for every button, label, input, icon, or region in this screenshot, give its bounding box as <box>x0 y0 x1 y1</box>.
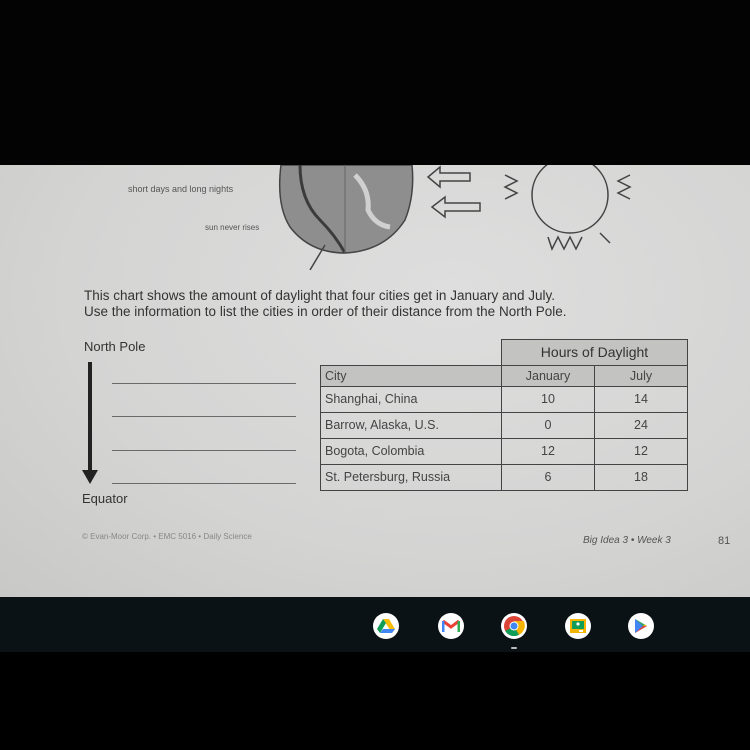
city-cell: Barrow, Alaska, U.S. <box>321 412 502 438</box>
table-row <box>321 386 688 412</box>
answer-line-2[interactable] <box>112 416 296 417</box>
table-row <box>321 412 688 438</box>
col-header-january: January <box>502 365 595 386</box>
col-header-july: July <box>595 365 688 386</box>
city-cell: Bogota, Colombia <box>321 438 502 464</box>
table-row <box>321 464 688 490</box>
north-pole-label: North Pole <box>84 339 146 354</box>
city-cell: Shanghai, China <box>321 386 502 412</box>
col-header-city: City <box>321 365 502 386</box>
table-group-header-row <box>321 340 688 366</box>
play-store-icon[interactable] <box>628 613 654 639</box>
diagram-label-short-days: short days and long nights <box>128 184 234 194</box>
gmail-icon[interactable] <box>438 613 464 639</box>
table-row <box>321 438 688 464</box>
earth-sun-diagram <box>0 165 750 270</box>
google-drive-icon[interactable] <box>373 613 399 639</box>
july-cell: 24 <box>595 412 688 438</box>
daylight-table <box>320 339 688 491</box>
july-cell: 18 <box>595 464 688 490</box>
instructions <box>84 288 566 320</box>
city-cell: St. Petersburg, Russia <box>321 464 502 490</box>
copyright-footer: © Evan-Moor Corp. • EMC 5016 • Daily Science <box>82 532 252 541</box>
july-cell: 14 <box>595 386 688 412</box>
answer-line-1[interactable] <box>112 383 296 384</box>
instructions-line-1: This chart shows the amount of daylight that four cities get in January and July. <box>84 288 555 303</box>
worksheet-page <box>0 165 750 597</box>
january-cell: 10 <box>502 386 595 412</box>
table-column-header-row <box>321 365 688 386</box>
screen-top-dark <box>0 0 750 165</box>
instructions-line-2: Use the information to list the cities in order of their distance from the North Pole. <box>84 304 567 319</box>
sun-icon <box>505 165 630 249</box>
down-arrow-icon <box>82 470 98 484</box>
diagram-label-sun-never-rises: sun never rises <box>205 223 260 232</box>
direction-arrow-shaft <box>88 362 92 472</box>
july-cell: 12 <box>595 438 688 464</box>
january-cell: 12 <box>502 438 595 464</box>
arrow-icon <box>428 167 480 217</box>
january-cell: 0 <box>502 412 595 438</box>
january-cell: 6 <box>502 464 595 490</box>
hours-of-daylight-header: Hours of Daylight <box>502 340 688 366</box>
table-corner-blank <box>321 340 502 366</box>
equator-label: Equator <box>82 491 128 506</box>
big-idea-footer: Big Idea 3 • Week 3 <box>583 535 671 546</box>
earth-icon <box>280 165 413 270</box>
chrome-running-indicator <box>511 647 517 649</box>
answer-line-3[interactable] <box>112 450 296 451</box>
answer-line-4[interactable] <box>112 483 296 484</box>
chrome-icon[interactable] <box>501 613 527 639</box>
page-number: 81 <box>718 535 731 547</box>
classroom-icon[interactable] <box>565 613 591 639</box>
